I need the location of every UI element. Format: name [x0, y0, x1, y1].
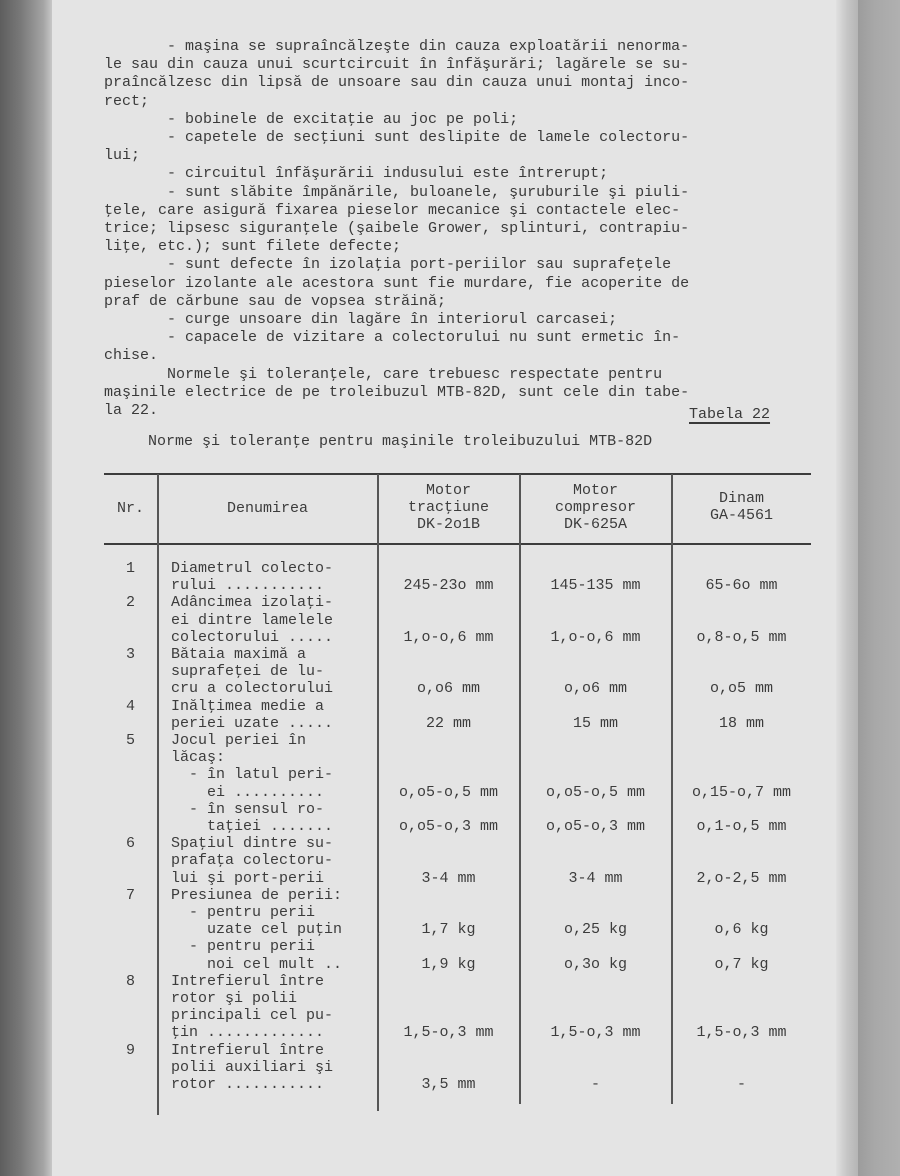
- table-title: Norme şi toleranţe pentru maşinile troleibuzului MTB-82D: [148, 433, 653, 450]
- row-description: prafaţa colectoru-: [171, 852, 334, 870]
- row-description: principali cel pu-: [171, 1007, 334, 1025]
- text-line: - maşina se supraîncălzeşte din cauza exploatării nenorma-: [104, 38, 690, 55]
- row-description: - în latul peri-: [171, 766, 334, 784]
- row-value-v2: 145-135 mm: [550, 577, 641, 595]
- text-line: - sunt slăbite împănările, buloanele, şuruburile şi piuli-: [104, 183, 690, 201]
- row-value-v3: o,6 kg: [714, 921, 769, 939]
- text-line: pieselor izolante ale acestora sunt fie murdare, fie acoperite de: [104, 274, 690, 292]
- header-nr: Nr.: [116, 500, 144, 517]
- row-value-v2: o,o5-o,5 mm: [545, 783, 646, 801]
- row-number: 1: [125, 560, 135, 577]
- header-line: Motor: [572, 482, 618, 499]
- row-value-v1: 1,5-o,3 mm: [403, 1024, 494, 1042]
- row-number: 5: [125, 732, 135, 749]
- row-description: rotor şi polii: [171, 990, 298, 1007]
- row-number: [104, 766, 157, 783]
- table-header-rule: [104, 543, 811, 545]
- row-number: 2: [125, 594, 135, 612]
- row-value-v2: 1,5-o,3 mm: [550, 1024, 641, 1042]
- row-description: rotor ...........: [171, 1076, 325, 1093]
- row-description: taţiei .......: [171, 818, 334, 835]
- row-description: ei ..........: [171, 783, 325, 801]
- row-value-v1: 1,o-o,6 mm: [403, 628, 494, 646]
- text-line: trice; lipsesc siguranţele (şaibele Grower, splinturi, contrapiu-: [104, 220, 690, 237]
- row-value-v3: 1,5-o,3 mm: [696, 1024, 787, 1042]
- row-description: uzate cel puţin: [171, 921, 343, 939]
- row-value-v3: 2,o-2,5 mm: [696, 869, 787, 887]
- page-right-edge: [836, 0, 858, 1176]
- table-label: Tabela 22: [689, 406, 771, 423]
- row-value-v1: 245-23o mm: [403, 577, 494, 595]
- header-line: compresor: [554, 499, 636, 516]
- row-description: periei uzate .....: [171, 714, 334, 732]
- row-value-v3: o,1-o,5 mm: [696, 818, 787, 835]
- row-description: Inălţimea medie a: [171, 697, 325, 715]
- row-value-v2: o,25 kg: [563, 921, 627, 939]
- row-description: - pentru perii: [171, 904, 316, 921]
- row-description: polii auxiliari şi: [171, 1058, 334, 1076]
- header-line: DK-625A: [563, 516, 627, 533]
- text-line: Normele şi toleranţele, care trebuesc respectate pentru: [104, 365, 663, 383]
- column-divider: [157, 474, 159, 1115]
- row-description: Spaţiul dintre su-: [171, 835, 334, 853]
- text-line: ţele, care asigură fixarea pieselor mecanice şi contactele elec-: [104, 201, 681, 219]
- table-top-rule: [104, 473, 811, 475]
- row-description: ţin .............: [171, 1024, 325, 1042]
- text-line: praîncălzesc din lipsă de unsoare sau din cauza unui montaj inco-: [104, 74, 690, 92]
- text-line: - sunt defecte în izolaţia port-periilor sau suprafeţele: [104, 256, 672, 274]
- row-description: Presiunea de perii:: [171, 886, 343, 904]
- row-description: Intrefierul între: [171, 1041, 325, 1059]
- row-description: - pentru perii: [171, 938, 316, 956]
- row-value-v3: 65-6o mm: [705, 577, 778, 595]
- row-description: lui şi port-perii: [171, 869, 325, 887]
- row-number: 4: [125, 697, 135, 715]
- row-value-v3: 18 mm: [718, 714, 764, 732]
- text-line: le sau din cauza unui scurtcircuit în înfăşurări; lagărele se su-: [104, 56, 690, 74]
- row-description: ei dintre lamelele: [171, 611, 334, 629]
- row-number: [104, 938, 157, 955]
- row-number: 3: [125, 646, 135, 663]
- row-value-v1: 3-4 mm: [421, 869, 476, 887]
- row-value-v2: 1,o-o,6 mm: [550, 628, 641, 646]
- row-description: lăcaş:: [171, 749, 226, 767]
- row-value-v3: -: [736, 1076, 746, 1093]
- text-line: - curge unsoare din lagăre în interiorul carcasei;: [104, 311, 618, 328]
- row-value-v1: o,o5-o,3 mm: [398, 818, 499, 835]
- row-description: colectorului .....: [171, 628, 334, 646]
- text-line: liţe, etc.); sunt filete defecte;: [104, 238, 402, 256]
- row-description: Bătaia maximă a: [171, 646, 307, 663]
- row-description: Diametrul colecto-: [171, 560, 334, 577]
- text-line: rect;: [104, 92, 150, 110]
- row-value-v3: o,o5 mm: [709, 680, 773, 698]
- row-value-v1: 22 mm: [425, 714, 471, 732]
- row-value-v2: 15 mm: [572, 714, 618, 732]
- text-line: - bobinele de excitaţie au joc pe poli;: [104, 110, 519, 128]
- header-line: GA-4561: [709, 507, 773, 524]
- row-value-v3: o,15-o,7 mm: [691, 783, 792, 801]
- row-value-v3: o,7 kg: [714, 955, 769, 973]
- header-line: Motor: [425, 482, 471, 499]
- row-description: cru a colectorului: [171, 680, 334, 698]
- row-number: [104, 801, 157, 818]
- row-value-v3: o,8-o,5 mm: [696, 628, 787, 646]
- row-description: Intrefierul între: [171, 972, 325, 990]
- text-line: lui;: [104, 147, 141, 165]
- row-number: [104, 904, 157, 921]
- row-value-v1: o,o6 mm: [416, 680, 480, 698]
- text-line: - capacele de vizitare a colectorului nu sunt ermetic în-: [104, 329, 681, 347]
- text-line: maşinile electrice de pe troleibuzul MTB-82D, sunt cele din tabe-: [104, 383, 690, 401]
- row-number: 8: [125, 972, 135, 990]
- text-line: - circuitul înfăşurării indusului este întrerupt;: [104, 165, 609, 183]
- text-line: la 22.: [104, 402, 159, 419]
- row-description: Jocul periei în: [171, 732, 307, 749]
- row-number: 7: [125, 886, 135, 904]
- row-description: - în sensul ro-: [171, 800, 325, 818]
- header-line: tracţiune: [407, 499, 489, 516]
- scan-left-shadow: [0, 0, 54, 1176]
- text-line: chise.: [104, 347, 159, 365]
- row-value-v1: 1,9 kg: [421, 955, 476, 973]
- header-line: Dinam: [718, 490, 764, 507]
- row-description: rului ...........: [171, 577, 325, 595]
- row-description: suprafeţei de lu-: [171, 663, 325, 681]
- text-line: - capetele de secţiuni sunt deslipite de lamele colectoru-: [104, 129, 690, 146]
- row-value-v1: o,o5-o,5 mm: [398, 783, 499, 801]
- text-line: praf de cărbune sau de vopsea străină;: [104, 292, 447, 310]
- row-value-v2: o,3o kg: [563, 955, 627, 973]
- row-value-v1: 1,7 kg: [421, 921, 476, 939]
- row-value-v2: o,o5-o,3 mm: [545, 818, 646, 835]
- row-number: 9: [125, 1041, 135, 1059]
- row-value-v2: 3-4 mm: [568, 869, 623, 887]
- row-number: 6: [125, 835, 135, 853]
- row-value-v1: 3,5 mm: [421, 1076, 476, 1093]
- header-denumirea: Denumirea: [226, 500, 308, 517]
- row-value-v2: -: [590, 1076, 600, 1093]
- header-line: DK-2o1B: [416, 516, 480, 533]
- row-description: noi cel mult ..: [171, 955, 343, 973]
- scan-right-band: [858, 0, 900, 1176]
- row-description: Adâncimea izolaţi-: [171, 594, 334, 612]
- row-value-v2: o,o6 mm: [563, 680, 627, 698]
